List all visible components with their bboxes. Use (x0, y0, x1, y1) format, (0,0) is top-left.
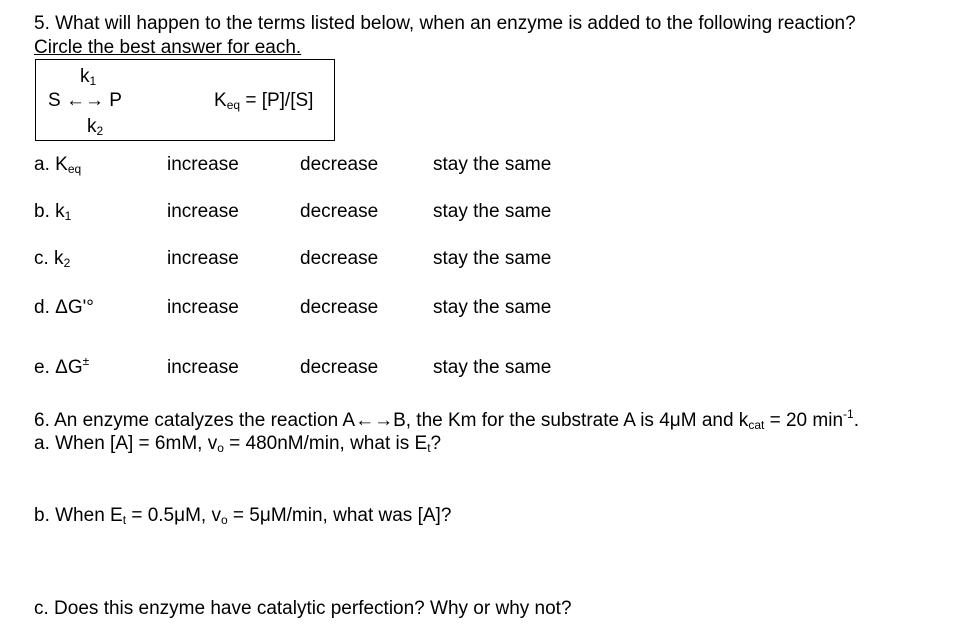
item-b-increase[interactable]: increase (167, 201, 239, 222)
item-a-label: a. $K_{eq}$ (34, 154, 82, 176)
item-b-decrease[interactable]: decrease (300, 201, 379, 222)
reverse-rate-constant: $k_2$ (87, 116, 104, 138)
item-a-decrease[interactable]: decrease (300, 154, 379, 175)
question-5-line-2: Circle the best answer for each. (34, 37, 302, 58)
item-c-stay-the-same[interactable]: stay the same (433, 248, 552, 269)
item-b-stay-the-same[interactable]: stay the same (433, 201, 552, 222)
item-e-stay-the-same[interactable]: stay the same (433, 357, 552, 378)
item-a-increase[interactable]: increase (167, 154, 239, 175)
item-e-decrease[interactable]: decrease (300, 357, 379, 378)
item-d-stay-the-same[interactable]: stay the same (433, 297, 552, 318)
question-6c: c. Does this enzyme have catalytic perfection? Why or why not? (34, 598, 572, 619)
question-5-line-1: 5. What will happen to the terms listed below, when an enzyme is added to the following reaction? (34, 13, 856, 34)
question-6-prompt: 6. An enzyme catalyzes the reaction A←→B, the Km for the substrate A is 4μM and $k_{cat} = 20$ $\min^{-1}$. (34, 407, 859, 432)
item-e-label: e. ΔG± (34, 354, 90, 378)
item-e-increase[interactable]: increase (167, 357, 239, 378)
question-6b: b. When $E_t = 0.5\mu M$, $v_o = 5\mu M/\min$, what was [A]? (34, 505, 452, 527)
item-c-decrease[interactable]: decrease (300, 248, 379, 269)
reaction-equation: S ←→ P (48, 90, 122, 111)
question-6a: a. When [A] = 6mM, $v_o = 480nM/\min$, what is $E_t$? (34, 433, 442, 455)
item-d-decrease[interactable]: decrease (300, 297, 379, 318)
item-c-label: c. $k_2$ (34, 248, 71, 270)
keq-formula: $K_{eq} = [P]/[S]$ (214, 90, 314, 112)
item-a-stay-the-same[interactable]: stay the same (433, 154, 552, 175)
item-b-label: b. $k_1$ (34, 201, 72, 223)
reaction-box (35, 59, 335, 141)
forward-rate-constant: $k_1$ (80, 66, 97, 88)
question-5-prompt (34, 12, 856, 60)
item-d-label: d. ΔG'° (34, 297, 94, 318)
item-d-increase[interactable]: increase (167, 297, 239, 318)
item-c-increase[interactable]: increase (167, 248, 239, 269)
